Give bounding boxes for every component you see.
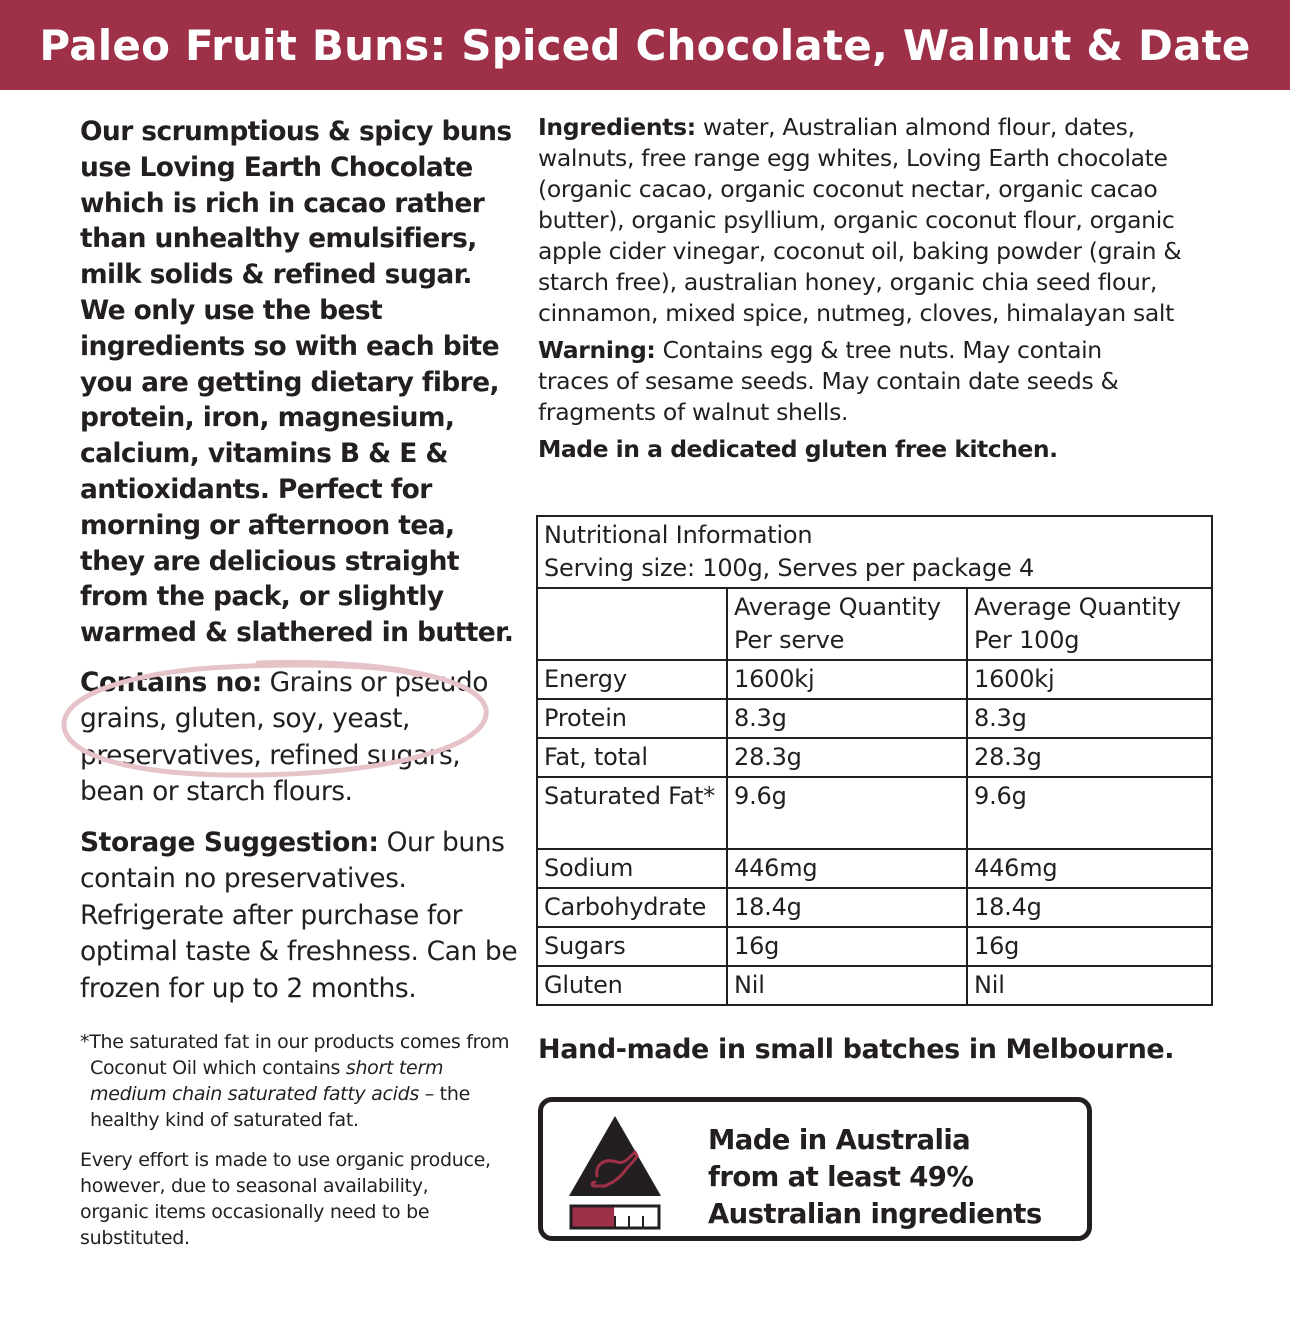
- table-row: [537, 738, 1212, 777]
- australian-content-bar: [573, 1208, 615, 1227]
- per-100g-value: 18.4g: [967, 888, 1212, 927]
- per-serve-header: [727, 588, 967, 660]
- footnote-text-a: *The saturated fat in our products comes from Coconut Oil which contains: [80, 1031, 510, 1080]
- storage-section: [80, 825, 518, 1008]
- nutrient-name: Sodium: [537, 849, 727, 888]
- contains-no-text: Grains or pseudo grains, gluten, soy, yeast, preservatives, refined sugars, bean or starch flours.: [80, 666, 488, 808]
- table-row: [537, 660, 1212, 699]
- per-100g-value: 16g: [967, 927, 1212, 966]
- per-serve-value: 9.6g: [727, 777, 967, 849]
- made-in-melbourne: Hand-made in small batches in Melbourne.: [538, 1034, 1175, 1065]
- ingredients-section: [538, 112, 1228, 329]
- per-100g-value: 9.6g: [967, 777, 1212, 849]
- organic-disclaimer: Every effort is made to use organic produce, however, due to seasonal availability, organic items occasionally need to be substituted.: [80, 1149, 491, 1250]
- warning-section: [538, 335, 1138, 428]
- table-row: [537, 777, 1212, 849]
- table-row: [537, 888, 1212, 927]
- per-100g-header-line2: Per 100g: [974, 626, 1080, 654]
- per-serve-header-line1: Average Quantity: [734, 593, 941, 621]
- per-100g-value: 1600kj: [967, 660, 1212, 699]
- per-100g-value: Nil: [967, 966, 1212, 1005]
- table-row: [537, 927, 1212, 966]
- per-serve-header-line2: Per serve: [734, 626, 845, 654]
- per-serve-value: 28.3g: [727, 738, 967, 777]
- nutrient-name: Protein: [537, 699, 727, 738]
- kangaroo-triangle-icon: [565, 1112, 665, 1232]
- table-row: [537, 849, 1212, 888]
- per-serve-value: 16g: [727, 927, 967, 966]
- footnote-text-b: – the healthy kind of saturated fat.: [90, 1083, 470, 1132]
- serving-size: Serving size: 100g, Serves per package 4: [544, 554, 1035, 582]
- nutrition-header-row: [537, 516, 1212, 588]
- per-100g-value: 8.3g: [967, 699, 1212, 738]
- saturated-fat-footnote: [80, 1029, 518, 1133]
- footnote-italic: short term medium chain saturated fatty acids: [90, 1057, 444, 1106]
- warning-label: Warning:: [538, 336, 656, 364]
- origin-line-3: Australian ingredients: [708, 1198, 1042, 1230]
- product-title: Paleo Fruit Buns: Spiced Chocolate, Walnut & Date: [39, 20, 1251, 70]
- nutrient-name: Energy: [537, 660, 727, 699]
- contains-no-label: Contains no:: [80, 666, 262, 698]
- right-column: [538, 112, 1228, 465]
- per-100g-value: 446mg: [967, 849, 1212, 888]
- nutrition-column-headers: [537, 588, 1212, 660]
- ingredients-label: Ingredients:: [538, 113, 696, 141]
- contains-no-section: [80, 665, 518, 811]
- nutrient-name: Gluten: [537, 966, 727, 1005]
- per-100g-header-line1: Average Quantity: [974, 593, 1181, 621]
- product-description: Our scrumptious & spicy buns use Loving Earth Chocolate which is rich in cacao rather than unhealthy emulsifiers, milk solids & refined sugar. We only use the best ingredients so with each bite you are getting dietary fibre, protein, iron, magnesium, calcium, vitamins B & E & antioxidants. Perfect for morning or afternoon tea, they are delicious straight from the pack, or slightly warmed & slathered in butter.: [80, 116, 514, 649]
- ingredients-text: water, Australian almond flour, dates, walnuts, free range egg whites, Loving Earth chocolate (organic cacao, organic coconut nectar, organic cacao butter), organic psyllium, organic coconut flour, organic apple cider vinegar, coconut oil, baking powder (grain & starch free), australian honey, organic chia seed flour, cinnamon, mixed spice, nutmeg, cloves, himalayan salt: [538, 113, 1182, 327]
- nutrient-name: Saturated Fat*: [537, 777, 727, 849]
- country-of-origin-text: [708, 1122, 1042, 1233]
- origin-line-1: Made in Australia: [708, 1124, 971, 1156]
- per-serve-value: 446mg: [727, 849, 967, 888]
- left-column: [80, 114, 518, 1251]
- warning-text: Contains egg & tree nuts. May contain traces of sesame seeds. May contain date seeds & fragments of walnut shells.: [538, 336, 1119, 426]
- nutrition-title: Nutritional Information: [544, 521, 813, 549]
- table-row: [537, 699, 1212, 738]
- nutrition-table: [536, 515, 1213, 1006]
- country-of-origin-label: [538, 1097, 1092, 1241]
- gluten-free-statement: Made in a dedicated gluten free kitchen.: [538, 435, 1058, 463]
- nutrient-name: Carbohydrate: [537, 888, 727, 927]
- per-serve-value: 18.4g: [727, 888, 967, 927]
- storage-text: Our buns contain no preservatives. Refrigerate after purchase for optimal taste & freshness. Can be frozen for up to 2 months.: [80, 826, 518, 1004]
- table-row: [537, 966, 1212, 1005]
- per-100g-value: 28.3g: [967, 738, 1212, 777]
- storage-label: Storage Suggestion:: [80, 826, 379, 858]
- blank-header-cell: [537, 588, 727, 660]
- nutrient-name: Sugars: [537, 927, 727, 966]
- origin-line-2: from at least 49%: [708, 1161, 974, 1193]
- nutrition-header: [537, 516, 1212, 588]
- per-100g-header: [967, 588, 1212, 660]
- per-serve-value: Nil: [727, 966, 967, 1005]
- nutrient-name: Fat, total: [537, 738, 727, 777]
- per-serve-value: 8.3g: [727, 699, 967, 738]
- per-serve-value: 1600kj: [727, 660, 967, 699]
- title-banner: [0, 0, 1290, 90]
